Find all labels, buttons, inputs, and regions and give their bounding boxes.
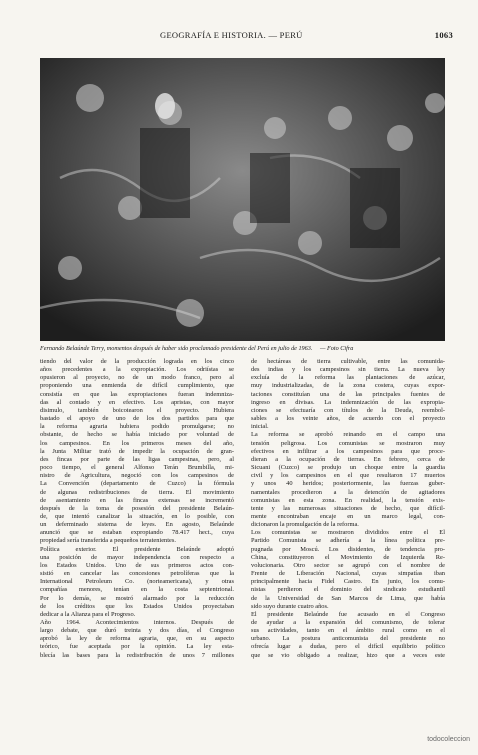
text-line: proponiendo una enmienda de difícil cumplimiento, que (40, 382, 234, 390)
text-line: dieran a la ocupación de tierras. En febrero, cerca de (251, 455, 445, 463)
text-line: la reforma agraria hubiera podido promulgarse; no (40, 423, 234, 431)
text-line: una posición de mayor independencia con respecto a (40, 553, 234, 561)
text-line: sus actividades, tanto en el ámbito rural como en el (251, 627, 445, 635)
text-line: pugnada por Moscú. Los disidentes, de tendencia pro- (251, 545, 445, 553)
text-line: sido suyo durante cuatro años. (251, 602, 329, 610)
text-line: los campesinos. En los primeros meses del año, (40, 439, 234, 447)
text-line: namentales procedieron a la detención de agitadores (251, 488, 445, 496)
text-line: des indias y los campesinos sin tierra. La nueva ley (251, 366, 445, 374)
text-line: anunció que se estaban expropiando 78.417 hect., cuya (40, 529, 234, 537)
page-header (40, 30, 453, 44)
text-line: tente y las numerosas situaciones de hecho, que difícil- (251, 504, 445, 512)
text-line: dedicar a la Alianza para el Progreso. (40, 610, 136, 618)
text-line: Por lo demás, se mostró alarmado por la reducción (40, 594, 234, 602)
watermark: todocoleccion (427, 736, 470, 743)
text-line: des fincas por parte de las ligas campesinas, pero, al (40, 455, 234, 463)
text-line: Política exterior. El presidente Belaúnde adoptó (40, 545, 234, 553)
text-line: La Convención (departamento de Cuzco) la fórmula (40, 480, 234, 488)
text-line: años precedentes a la expropiación. Los odriístas se (40, 366, 234, 374)
text-line: comunistas en esta zona. En realidad, la tensión exis- (251, 496, 445, 504)
text-line: nistro de Agricultura, negoció con los campesinos de (40, 472, 234, 480)
text-line: consistía en que las expropiaciones fueran indemniza- (40, 390, 234, 398)
text-line: International Petroleum Co. (norteamericana), y otras (40, 578, 234, 586)
text-line: largo debate, que duró treinta y dos días, el Congreso (40, 627, 234, 635)
text-line: un deferminado sistema de leyes. En agosto, Belaúnde (40, 521, 234, 529)
text-line: bastado el apoyo de uno de los dos partidos para que (40, 415, 234, 423)
text-line: efectivos en infiltrar a los campesinos para que proce- (251, 447, 445, 455)
text-line: inicial. (251, 423, 269, 431)
text-line: propiedad sería transferida a pequeños terratenientes. (40, 537, 176, 545)
text-line: ingreso en divisas. La indemnización de las expropia- (251, 398, 445, 406)
text-line: volucionaria. Otro sector se agrupó con el nombre de (251, 561, 445, 569)
crowd-photo (40, 58, 445, 341)
text-line: tiendo del valor de la producción lograda en los cinco (40, 358, 234, 365)
text-line: Los comunistas se mostraron divididos entre el El (251, 529, 445, 537)
crowd-photo-illustration (40, 58, 445, 341)
text-column-left (40, 358, 234, 660)
text-line: poco tiempo, el general Alfonso Terán Brumbilla, mi- (40, 464, 234, 472)
text-line: muy industrializadas, de la zona costera, cuyas expor- (251, 382, 445, 390)
text-line: Frente de Liberación Nacional, cuyas simpatías iban (251, 570, 445, 578)
text-line: que se vio obligado a realizar, hizo que a veces este (251, 651, 445, 659)
text-line: principalmente hacia Fidel Castro. En junio, los comu- (251, 578, 445, 586)
text-line: El presidente Belaúnde fue acusado en el Congreso (251, 610, 445, 618)
text-line: opusieron al proyecto, no de un modo franco, pero al (40, 374, 234, 382)
text-line: das al contado y en efectivo. Los apristas, con mayor (40, 398, 234, 406)
text-line: de ayudar a la expansión del comunismo, de tolerar (251, 619, 445, 626)
text-line: Partido Comunista se adhería a la línea política pre- (251, 537, 445, 545)
text-line: después de la toma de posesión del presidente Belaún- (40, 504, 234, 512)
text-line: China, constituyeron el Movimiento de Izquierda Re- (251, 553, 445, 561)
caption-text: Fernando Belaúnde Terry, momentos después de haber sido proclamado presidente del Perú en julio de 1963. (40, 345, 313, 352)
text-line: de, que intentó canalizar la situación, en lo posible, con (40, 512, 234, 520)
running-title: GEOGRAFÍA E HISTORIA. — PERÚ (160, 30, 303, 40)
text-line: mente encontraban encaje en un marco legal, con- (251, 512, 445, 520)
text-line: urbano. La postura anticomunista del presidente no (251, 635, 445, 643)
text-column-right (251, 358, 445, 660)
photo-caption (40, 345, 445, 352)
text-line: Año 1964. Acontecimientos internos. Después de (40, 619, 234, 626)
text-line: obstante, de hecho se había iniciado por voluntad de (40, 431, 234, 439)
text-line: dicionaron la promulgación de la reforma. (251, 521, 359, 529)
text-line: y unos 40 heridos; posteriormente, las fuerzas guber- (251, 480, 445, 488)
text-line: aprobó la ley de reforma agraria, que, en su aspecto (40, 635, 234, 643)
text-line: de hectáreas de tierra cultivable, entre las comunida- (251, 358, 445, 365)
text-line: de la Universidad de San Marcos de Lima, que había (251, 594, 445, 602)
text-line: tensión peligrosa. Los comunistas se mostraron muy (251, 439, 445, 447)
text-line: teórico, fue aceptada por la opinión. La ley esta- (40, 643, 234, 651)
text-line: excluía de la reforma las plantaciones de azúcar, (251, 374, 445, 382)
text-line: la Junta Militar trató de impedir la ocupación de gran- (40, 447, 234, 455)
text-line: de algunas redistribuciones de tierra. El movimiento (40, 488, 234, 496)
text-line: de asentamiento en las fincas extensas se incrementó (40, 496, 234, 504)
text-line: La reforma se aprobó reinando en el campo una (251, 431, 445, 439)
text-line: sistió en cancelar las concesiones petrolíferas que la (40, 570, 234, 578)
text-line: nistas perdieron el dominio del sindicato estudiantil (251, 586, 445, 594)
page-number: 1063 (434, 30, 453, 40)
text-line: disimulo, también boicotearon el proyecto. Hubiera (40, 406, 234, 414)
text-line: Sicuani (Cuzco) se produjo un choque entre la guardia (251, 464, 445, 472)
text-line: ofrecía lugar a dudas, pero el difícil equilibrio político (251, 643, 445, 651)
text-line: ciones se efectuaría con títulos de la Deuda, reembol- (251, 406, 445, 414)
text-line: de los créditos que los Estados Unidos proyectaban (40, 602, 234, 610)
text-line: civil y los campesinos en el que resultaron 17 muertos (251, 472, 445, 480)
text-line: los Estados Unidos. Uno de sus primeros actos con- (40, 561, 234, 569)
text-line: taciones constituían una de las principales fuentes de (251, 390, 445, 398)
text-line: compañías menores, tenían en la costa septentrional. (40, 586, 234, 594)
text-line: sables a los veinte años, de acuerdo con el proyecto (251, 415, 445, 423)
text-line: blecía las bases para la redistribución de unos 7 millones (40, 651, 234, 659)
photo-credit: — Foto Cifra (319, 345, 354, 352)
